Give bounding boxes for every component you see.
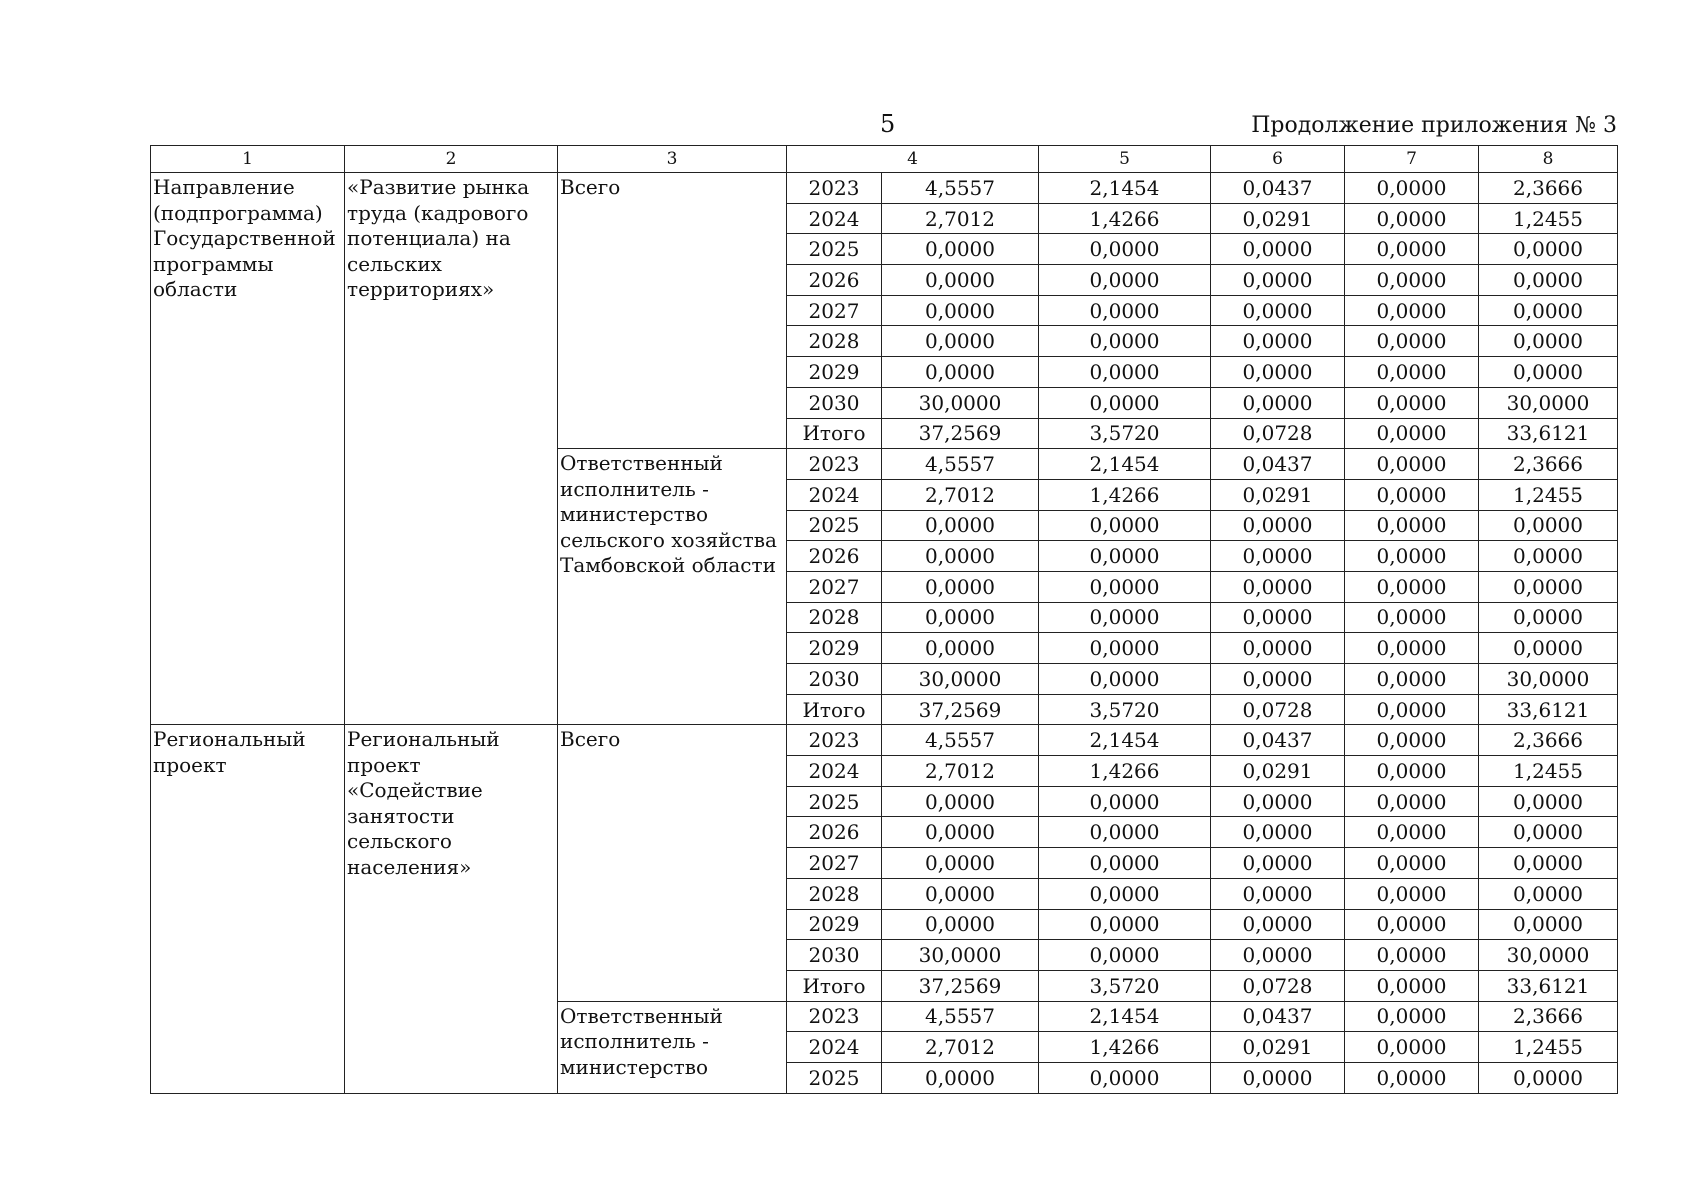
value-cell: 0,0000 — [1345, 1001, 1479, 1032]
value-cell: 0,0000 — [1479, 234, 1618, 265]
value-cell: 0,0000 — [1345, 265, 1479, 296]
value-cell: 0,0000 — [1211, 848, 1345, 879]
value-cell: 0,0000 — [1479, 541, 1618, 572]
value-cell: 0,0437 — [1211, 725, 1345, 756]
value-cell: 0,0728 — [1211, 418, 1345, 449]
value-cell: 0,0000 — [1345, 786, 1479, 817]
year-cell: 2027 — [787, 571, 882, 602]
value-cell: 2,3666 — [1479, 725, 1618, 756]
value-cell: 30,0000 — [882, 940, 1039, 971]
year-cell: 2023 — [787, 449, 882, 480]
value-cell: 0,0000 — [1039, 510, 1211, 541]
value-cell: 0,0000 — [1039, 602, 1211, 633]
value-cell: 0,0000 — [1345, 602, 1479, 633]
value-cell: 0,0000 — [1039, 940, 1211, 971]
year-cell: 2028 — [787, 878, 882, 909]
value-cell: 0,0000 — [1345, 909, 1479, 940]
value-cell: 0,0000 — [882, 602, 1039, 633]
header-cell: 6 — [1211, 146, 1345, 173]
value-cell: 1,2455 — [1479, 479, 1618, 510]
year-cell: 2026 — [787, 541, 882, 572]
value-cell: 0,0000 — [1039, 234, 1211, 265]
value-cell: 0,0728 — [1211, 970, 1345, 1001]
value-cell: 0,0437 — [1211, 1001, 1345, 1032]
value-cell: 0,0000 — [1211, 786, 1345, 817]
value-cell: 1,4266 — [1039, 479, 1211, 510]
value-cell: 0,0000 — [882, 878, 1039, 909]
value-cell: 0,0000 — [1211, 878, 1345, 909]
value-cell: 0,0000 — [1211, 265, 1345, 296]
value-cell: 0,0437 — [1211, 173, 1345, 204]
value-cell: 0,0000 — [1345, 848, 1479, 879]
year-cell: Итого — [787, 694, 882, 725]
year-cell: 2023 — [787, 725, 882, 756]
value-cell: 0,0000 — [1039, 878, 1211, 909]
value-cell: 0,0000 — [1039, 571, 1211, 602]
value-cell: 4,5557 — [882, 173, 1039, 204]
value-cell: 0,0000 — [882, 571, 1039, 602]
value-cell: 0,0291 — [1211, 479, 1345, 510]
value-cell: 0,0000 — [882, 848, 1039, 879]
value-cell: 37,2569 — [882, 694, 1039, 725]
section-name-cell: Региональный проект — [151, 725, 345, 1093]
value-cell: 0,0000 — [1211, 387, 1345, 418]
value-cell: 0,0000 — [1345, 387, 1479, 418]
value-cell: 0,0000 — [882, 909, 1039, 940]
value-cell: 37,2569 — [882, 970, 1039, 1001]
value-cell: 0,0000 — [1345, 295, 1479, 326]
value-cell: 1,2455 — [1479, 203, 1618, 234]
header-cell: 7 — [1345, 146, 1479, 173]
value-cell: 0,0291 — [1211, 1032, 1345, 1063]
value-cell: 0,0291 — [1211, 203, 1345, 234]
value-cell: 4,5557 — [882, 449, 1039, 480]
year-cell: 2024 — [787, 479, 882, 510]
year-cell: 2025 — [787, 1062, 882, 1093]
value-cell: 0,0000 — [882, 234, 1039, 265]
value-cell: 0,0000 — [1479, 265, 1618, 296]
value-cell: 0,0000 — [1479, 1062, 1618, 1093]
value-cell: 2,1454 — [1039, 725, 1211, 756]
value-cell: 0,0000 — [1211, 234, 1345, 265]
value-cell: 30,0000 — [1479, 664, 1618, 695]
year-cell: 2027 — [787, 295, 882, 326]
section-name-cell: Направление (подпрограмма) Государственной программы области — [151, 173, 345, 725]
value-cell: 0,0000 — [1345, 756, 1479, 787]
value-cell: 0,0291 — [1211, 756, 1345, 787]
executor-cell: Всего — [558, 725, 787, 1001]
value-cell: 0,0000 — [1479, 571, 1618, 602]
value-cell: 0,0000 — [1211, 326, 1345, 357]
year-cell: 2029 — [787, 633, 882, 664]
continuation-title: Продолжение приложения № 3 — [1251, 113, 1617, 138]
header-cell: 2 — [345, 146, 558, 173]
value-cell: 0,0000 — [1211, 571, 1345, 602]
value-cell: 0,0000 — [1345, 633, 1479, 664]
value-cell: 2,3666 — [1479, 449, 1618, 480]
year-cell: Итого — [787, 970, 882, 1001]
value-cell: 1,2455 — [1479, 756, 1618, 787]
value-cell: 30,0000 — [1479, 940, 1618, 971]
value-cell: 0,0000 — [1345, 357, 1479, 388]
value-cell: 0,0000 — [1345, 510, 1479, 541]
value-cell: 0,0000 — [1039, 664, 1211, 695]
value-cell: 0,0000 — [882, 817, 1039, 848]
value-cell: 2,1454 — [1039, 173, 1211, 204]
value-cell: 33,6121 — [1479, 418, 1618, 449]
value-cell: 0,0000 — [1039, 357, 1211, 388]
value-cell: 0,0000 — [1345, 1062, 1479, 1093]
year-cell: 2028 — [787, 602, 882, 633]
value-cell: 2,1454 — [1039, 1001, 1211, 1032]
year-cell: 2027 — [787, 848, 882, 879]
year-cell: 2025 — [787, 510, 882, 541]
value-cell: 0,0000 — [1479, 357, 1618, 388]
value-cell: 0,0000 — [1039, 848, 1211, 879]
value-cell: 0,0000 — [1479, 633, 1618, 664]
value-cell: 0,0000 — [1039, 909, 1211, 940]
value-cell: 0,0000 — [1345, 234, 1479, 265]
value-cell: 0,0000 — [1345, 878, 1479, 909]
program-name-cell: «Развитие рынка труда (кадрового потенциала) на сельских территориях» — [345, 173, 558, 725]
header-cell: 1 — [151, 146, 345, 173]
value-cell: 0,0000 — [1211, 602, 1345, 633]
year-cell: 2030 — [787, 387, 882, 418]
value-cell: 0,0000 — [1211, 817, 1345, 848]
budget-table — [150, 145, 1618, 1094]
value-cell: 0,0000 — [1039, 541, 1211, 572]
value-cell: 0,0000 — [1345, 571, 1479, 602]
value-cell: 0,0000 — [1345, 203, 1479, 234]
value-cell: 0,0000 — [1345, 449, 1479, 480]
value-cell: 0,0000 — [882, 510, 1039, 541]
value-cell: 0,0000 — [882, 295, 1039, 326]
value-cell: 0,0000 — [1345, 664, 1479, 695]
value-cell: 0,0000 — [1345, 970, 1479, 1001]
value-cell: 0,0000 — [882, 633, 1039, 664]
executor-cell: Ответственный исполнитель - министерство — [558, 1001, 787, 1093]
value-cell: 0,0000 — [882, 786, 1039, 817]
executor-cell: Ответственный исполнитель - министерство сельского хозяйства Тамбовской области — [558, 449, 787, 725]
value-cell: 0,0000 — [1479, 909, 1618, 940]
program-name-cell: Региональный проект «Содействие занятости сельского населения» — [345, 725, 558, 1093]
year-cell: 2028 — [787, 326, 882, 357]
value-cell: 0,0000 — [1211, 1062, 1345, 1093]
value-cell: 2,1454 — [1039, 449, 1211, 480]
value-cell: 0,0000 — [1345, 173, 1479, 204]
year-cell: 2024 — [787, 203, 882, 234]
value-cell: 2,3666 — [1479, 1001, 1618, 1032]
year-cell: 2024 — [787, 756, 882, 787]
header-cell: 4 — [787, 146, 1039, 173]
value-cell: 0,0000 — [1211, 357, 1345, 388]
value-cell: 0,0000 — [1345, 940, 1479, 971]
value-cell: 0,0000 — [1039, 326, 1211, 357]
value-cell: 0,0000 — [1479, 295, 1618, 326]
value-cell: 0,0000 — [1039, 265, 1211, 296]
value-cell: 0,0000 — [1039, 817, 1211, 848]
value-cell: 0,0000 — [1479, 326, 1618, 357]
value-cell: 0,0000 — [1039, 633, 1211, 664]
value-cell: 2,7012 — [882, 1032, 1039, 1063]
value-cell: 0,0000 — [1211, 664, 1345, 695]
value-cell: 0,0000 — [1211, 295, 1345, 326]
value-cell: 0,0000 — [1479, 510, 1618, 541]
value-cell: 0,0000 — [1479, 848, 1618, 879]
executor-cell: Всего — [558, 173, 787, 449]
value-cell: 4,5557 — [882, 725, 1039, 756]
value-cell: 37,2569 — [882, 418, 1039, 449]
value-cell: 0,0000 — [1345, 817, 1479, 848]
value-cell: 30,0000 — [882, 664, 1039, 695]
header-cell: 3 — [558, 146, 787, 173]
value-cell: 1,4266 — [1039, 1032, 1211, 1063]
value-cell: 3,5720 — [1039, 694, 1211, 725]
year-cell: 2023 — [787, 173, 882, 204]
value-cell: 30,0000 — [1479, 387, 1618, 418]
value-cell: 1,4266 — [1039, 203, 1211, 234]
value-cell: 0,0000 — [1345, 418, 1479, 449]
value-cell: 0,0000 — [1211, 541, 1345, 572]
header-row — [151, 146, 1618, 173]
year-cell: 2025 — [787, 786, 882, 817]
value-cell: 0,0000 — [1211, 909, 1345, 940]
value-cell: 0,0000 — [1039, 295, 1211, 326]
value-cell: 2,7012 — [882, 203, 1039, 234]
value-cell: 4,5557 — [882, 1001, 1039, 1032]
value-cell: 1,2455 — [1479, 1032, 1618, 1063]
value-cell: 2,7012 — [882, 756, 1039, 787]
year-cell: 2030 — [787, 940, 882, 971]
value-cell: 0,0000 — [1345, 541, 1479, 572]
value-cell: 0,0000 — [1479, 602, 1618, 633]
value-cell: 1,4266 — [1039, 756, 1211, 787]
value-cell: 0,0000 — [1345, 479, 1479, 510]
value-cell: 0,0728 — [1211, 694, 1345, 725]
value-cell: 33,6121 — [1479, 970, 1618, 1001]
year-cell: 2029 — [787, 357, 882, 388]
value-cell: 0,0000 — [882, 541, 1039, 572]
table-row — [151, 725, 1618, 756]
value-cell: 0,0000 — [1345, 1032, 1479, 1063]
value-cell: 0,0000 — [1211, 510, 1345, 541]
value-cell: 2,7012 — [882, 479, 1039, 510]
header-cell: 5 — [1039, 146, 1211, 173]
value-cell: 0,0000 — [1039, 387, 1211, 418]
value-cell: 3,5720 — [1039, 418, 1211, 449]
value-cell: 0,0000 — [1479, 786, 1618, 817]
value-cell: 0,0000 — [882, 1062, 1039, 1093]
year-cell: 2025 — [787, 234, 882, 265]
year-cell: 2024 — [787, 1032, 882, 1063]
year-cell: 2030 — [787, 664, 882, 695]
value-cell: 33,6121 — [1479, 694, 1618, 725]
value-cell: 0,0000 — [882, 326, 1039, 357]
page-number: 5 — [880, 110, 896, 138]
value-cell: 0,0000 — [1345, 694, 1479, 725]
year-cell: 2026 — [787, 817, 882, 848]
value-cell: 2,3666 — [1479, 173, 1618, 204]
header-cell: 8 — [1479, 146, 1618, 173]
value-cell: 0,0000 — [1211, 940, 1345, 971]
value-cell: 0,0000 — [1479, 817, 1618, 848]
year-cell: Итого — [787, 418, 882, 449]
year-cell: 2029 — [787, 909, 882, 940]
value-cell: 0,0000 — [882, 357, 1039, 388]
value-cell: 0,0437 — [1211, 449, 1345, 480]
year-cell: 2026 — [787, 265, 882, 296]
value-cell: 0,0000 — [1039, 1062, 1211, 1093]
value-cell: 30,0000 — [882, 387, 1039, 418]
value-cell: 0,0000 — [1345, 725, 1479, 756]
table-row — [151, 173, 1618, 204]
value-cell: 0,0000 — [882, 265, 1039, 296]
year-cell: 2023 — [787, 1001, 882, 1032]
value-cell: 3,5720 — [1039, 970, 1211, 1001]
value-cell: 0,0000 — [1211, 633, 1345, 664]
value-cell: 0,0000 — [1479, 878, 1618, 909]
value-cell: 0,0000 — [1345, 326, 1479, 357]
value-cell: 0,0000 — [1039, 786, 1211, 817]
